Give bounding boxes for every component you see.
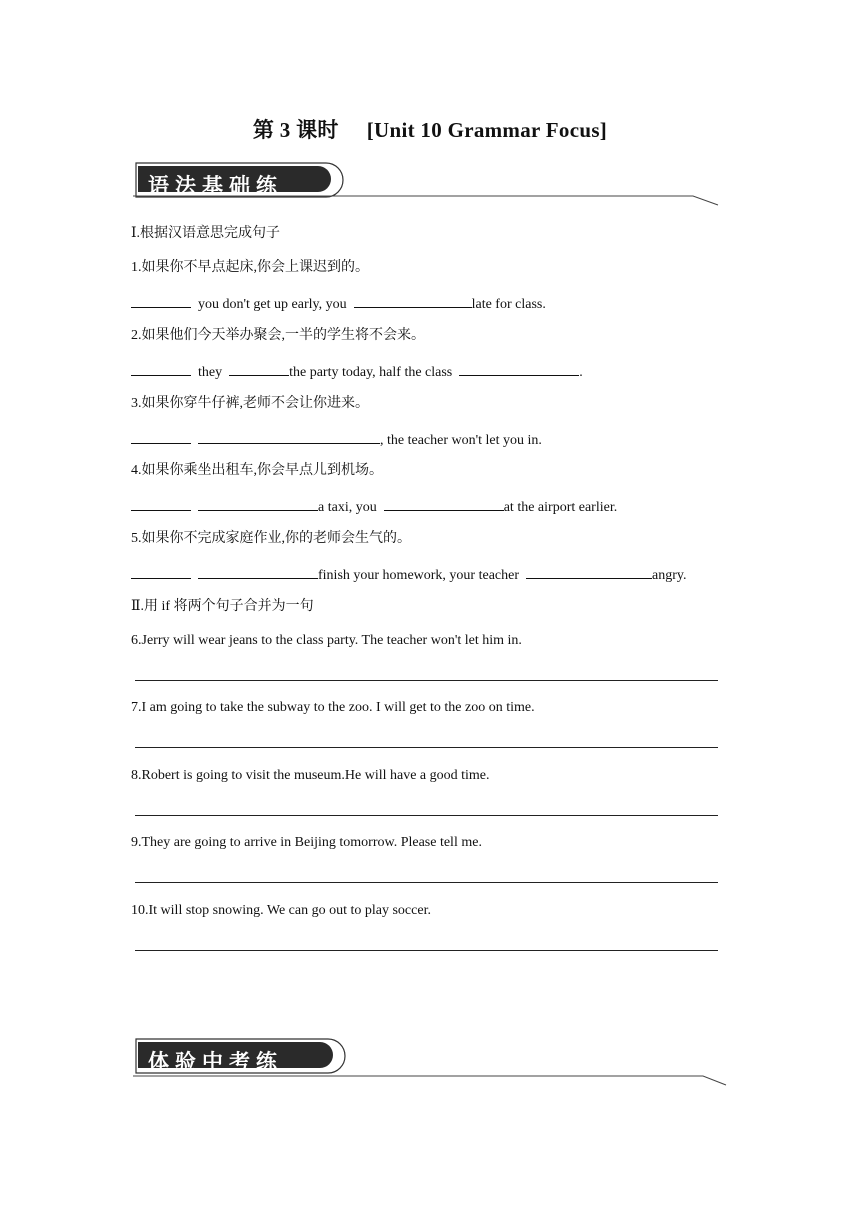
question-2-cn: 2.如果他们今天举办聚会,一半的学生将不会来。 xyxy=(131,328,425,343)
question-4-blanks: a taxi, you at the airport earlier. xyxy=(131,496,617,517)
question-5-cn: 5.如果你不完成家庭作业,你的老师会生气的。 xyxy=(131,531,411,546)
section-banner-grammar xyxy=(128,160,728,210)
question-1-cn: 1.如果你不早点起床,你会上课迟到的。 xyxy=(131,260,369,275)
question-10: 10.It will stop snowing. We can go out to play soccer. xyxy=(131,903,431,918)
section1-heading: Ⅰ.根据汉语意思完成句子 xyxy=(131,226,281,241)
answer-line-9[interactable] xyxy=(135,882,718,883)
question-7: 7.I am going to take the subway to the zoo. I will get to the zoo on time. xyxy=(131,700,535,715)
answer-line-8[interactable] xyxy=(135,815,718,816)
question-8: 8.Robert is going to visit the museum.He will have a good time. xyxy=(131,768,490,783)
lesson-label: 第 3 课时 xyxy=(252,118,339,142)
page-title xyxy=(0,114,860,144)
question-2-blanks: they the party today, half the class . xyxy=(131,361,583,382)
unit-label: [Unit 10 Grammar Focus] xyxy=(366,118,608,142)
question-9: 9.They are going to arrive in Beijing tomorrow. Please tell me. xyxy=(131,835,482,850)
question-1-blanks: you don't get up early, you late for class. xyxy=(131,293,546,314)
banner-title: 体验中考练 xyxy=(148,1050,283,1074)
answer-line-10[interactable] xyxy=(135,950,718,951)
answer-line-7[interactable] xyxy=(135,747,718,748)
question-6: 6.Jerry will wear jeans to the class party. The teacher won't let him in. xyxy=(131,633,522,648)
question-3-cn: 3.如果你穿牛仔裤,老师不会让你进来。 xyxy=(131,396,369,411)
answer-line-6[interactable] xyxy=(135,680,718,681)
banner-title: 语法基础练 xyxy=(148,174,283,198)
question-4-cn: 4.如果你乘坐出租车,你会早点儿到机场。 xyxy=(131,463,383,478)
section-banner-exam xyxy=(128,1036,728,1086)
question-5-blanks: finish your homework, your teacher angry. xyxy=(131,564,686,585)
section2-heading: Ⅱ.用 if 将两个句子合并为一句 xyxy=(131,599,314,614)
question-3-blanks: , the teacher won't let you in. xyxy=(131,429,542,450)
